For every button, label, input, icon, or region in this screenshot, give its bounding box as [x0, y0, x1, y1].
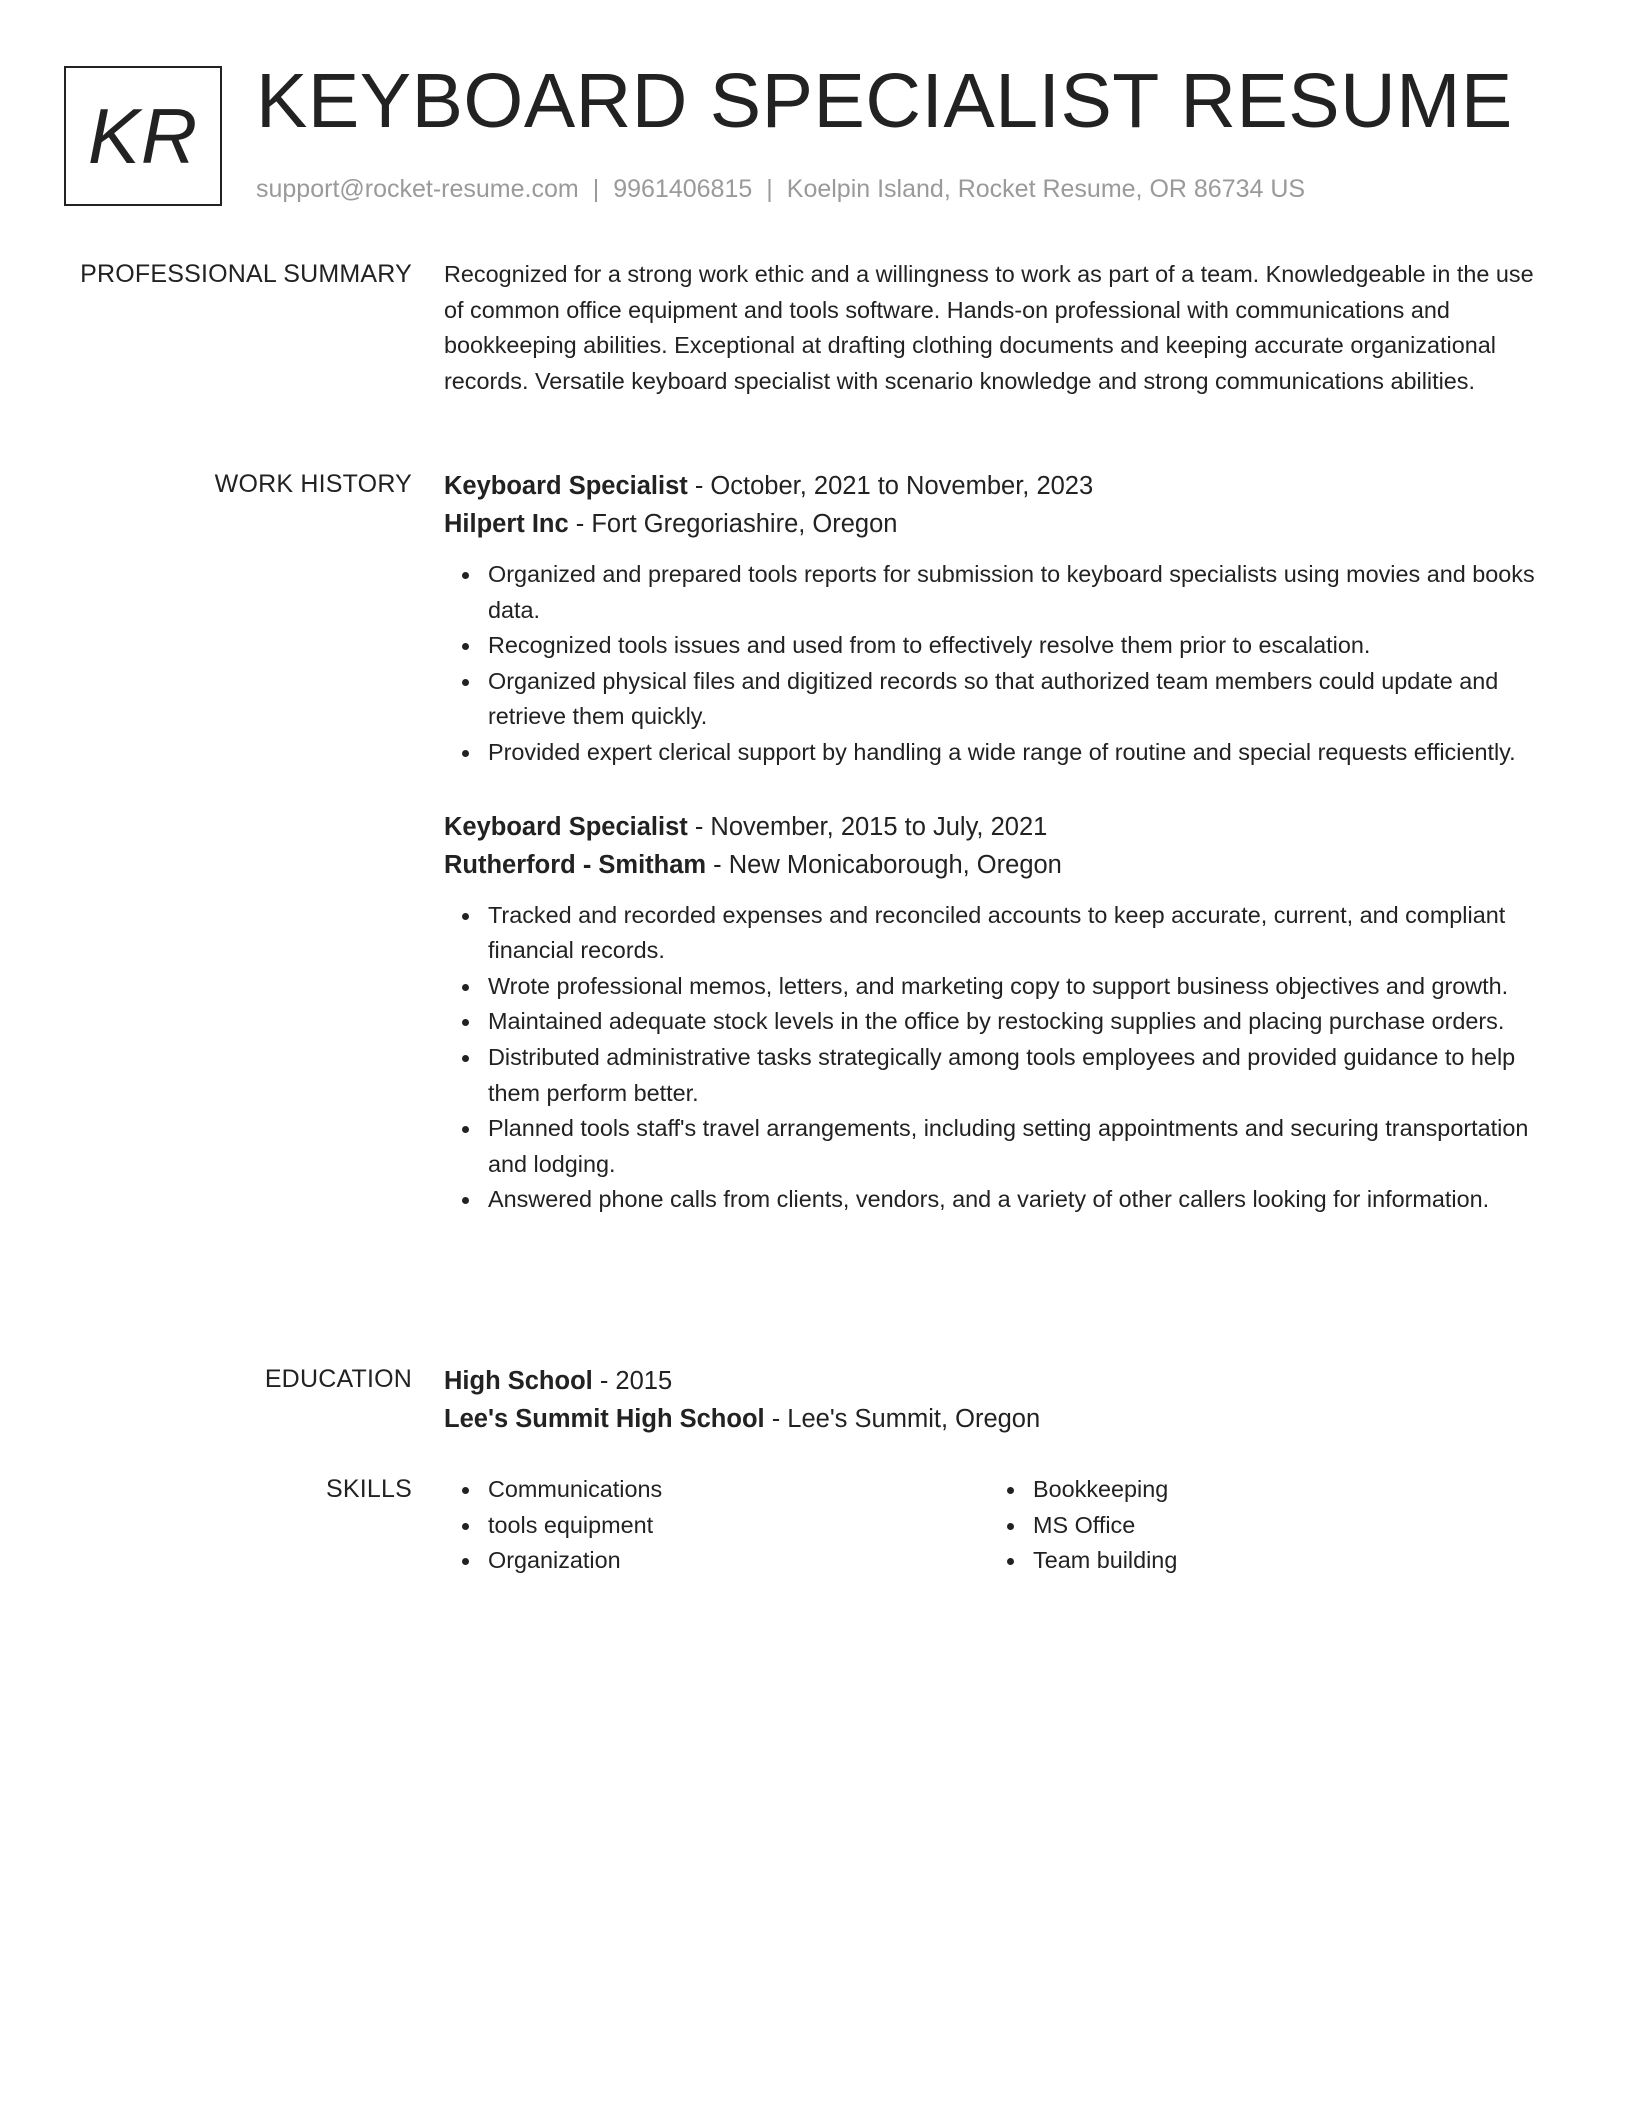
skills-list — [444, 1472, 989, 1579]
work-history-body — [444, 467, 1558, 1218]
job-bullet: Organized physical files and digitized records so that authorized team members could update and retrieve them quickly. — [488, 664, 1558, 735]
job-title-line — [444, 467, 1558, 505]
job-company: Rutherford - Smitham — [444, 850, 707, 879]
education-year: - 2015 — [592, 1367, 673, 1395]
job-entry — [444, 467, 1558, 771]
job-location: - Fort Gregoriashire, Oregon — [568, 510, 898, 538]
section-label-work-history: WORK HISTORY — [214, 470, 412, 498]
resume-title: KEYBOARD SPECIALIST RESUME — [256, 58, 1513, 144]
job-entry — [444, 808, 1558, 1218]
job-company-line — [444, 846, 1558, 884]
job-bullet: Tracked and recorded expenses and reconciled accounts to keep accurate, current, and compliant financial records. — [488, 898, 1558, 969]
job-bullet: Distributed administrative tasks strategically among tools employees and provided guidance to help them perform better. — [488, 1040, 1558, 1111]
job-title-line — [444, 808, 1558, 846]
summary-text: Recognized for a strong work ethic and a willingness to work as part of a team. Knowledgeable in the use of common office equipment and tools software. Hands-on professional with communications and bookkeeping abilities. Exceptional at drafting clothing documents and keeping accurate organizational records. Versatile keyboard specialist with scenario knowledge and strong communications abilities. — [444, 261, 1534, 394]
job-dates: - October, 2021 to November, 2023 — [687, 472, 1094, 500]
contact-separator: | — [766, 175, 773, 203]
skill-item: Bookkeeping — [1033, 1472, 1534, 1508]
job-bullets — [444, 557, 1558, 771]
skill-item: Communications — [488, 1472, 989, 1508]
section-label-skills: SKILLS — [326, 1475, 412, 1503]
job-company-line — [444, 505, 1558, 543]
job-bullet: Planned tools staff's travel arrangements, including setting appointments and securing transportation and lodging. — [488, 1111, 1558, 1182]
job-company: Hilpert Inc — [444, 510, 569, 538]
job-bullet: Wrote professional memos, letters, and marketing copy to support business objectives and growth. — [488, 969, 1558, 1005]
contact-email: support@rocket-resume.com — [256, 175, 579, 203]
contact-line — [256, 172, 1305, 206]
skill-item: MS Office — [1033, 1508, 1534, 1544]
education-school: Lee's Summit High School — [444, 1405, 765, 1433]
job-title: Keyboard Specialist — [444, 812, 688, 841]
monogram-badge: KR — [64, 66, 222, 206]
job-bullet: Maintained adequate stock levels in the office by restocking supplies and placing purchase orders. — [488, 1004, 1558, 1040]
skill-item: tools equipment — [488, 1508, 989, 1544]
job-bullets — [444, 898, 1558, 1218]
job-bullet: Answered phone calls from clients, vendors, and a variety of other callers looking for information. — [488, 1182, 1558, 1218]
section-label-summary: PROFESSIONAL SUMMARY — [80, 260, 412, 288]
skills-grid — [444, 1472, 1558, 1579]
job-bullet: Recognized tools issues and used from to effectively resolve them prior to escalation. — [488, 628, 1558, 664]
skills-column-right — [989, 1472, 1534, 1579]
skills-column-left — [444, 1472, 989, 1579]
education-degree-line — [444, 1362, 1558, 1400]
education-location: - Lee's Summit, Oregon — [764, 1405, 1041, 1433]
contact-separator: | — [592, 175, 600, 203]
skill-item: Organization — [488, 1543, 989, 1579]
summary-body — [444, 257, 1558, 399]
skill-item: Team building — [1033, 1543, 1534, 1579]
job-bullet: Organized and prepared tools reports for submission to keyboard specialists using movies and books data. — [488, 557, 1558, 628]
job-title: Keyboard Specialist — [444, 472, 688, 500]
job-bullet: Provided expert clerical support by handling a wide range of routine and special requests efficiently. — [488, 735, 1558, 771]
section-label-education: EDUCATION — [264, 1365, 412, 1393]
job-location: - New Monicaborough, Oregon — [706, 850, 1062, 879]
skills-list — [989, 1472, 1534, 1579]
education-degree: High School — [444, 1367, 593, 1395]
education-body — [444, 1362, 1558, 1438]
contact-address: Koelpin Island, Rocket Resume, OR 86734 US — [786, 175, 1306, 203]
education-school-line — [444, 1400, 1558, 1438]
job-dates: - November, 2015 to July, 2021 — [687, 812, 1048, 841]
contact-phone: 9961406815 — [613, 175, 753, 203]
skills-body — [444, 1472, 1558, 1579]
